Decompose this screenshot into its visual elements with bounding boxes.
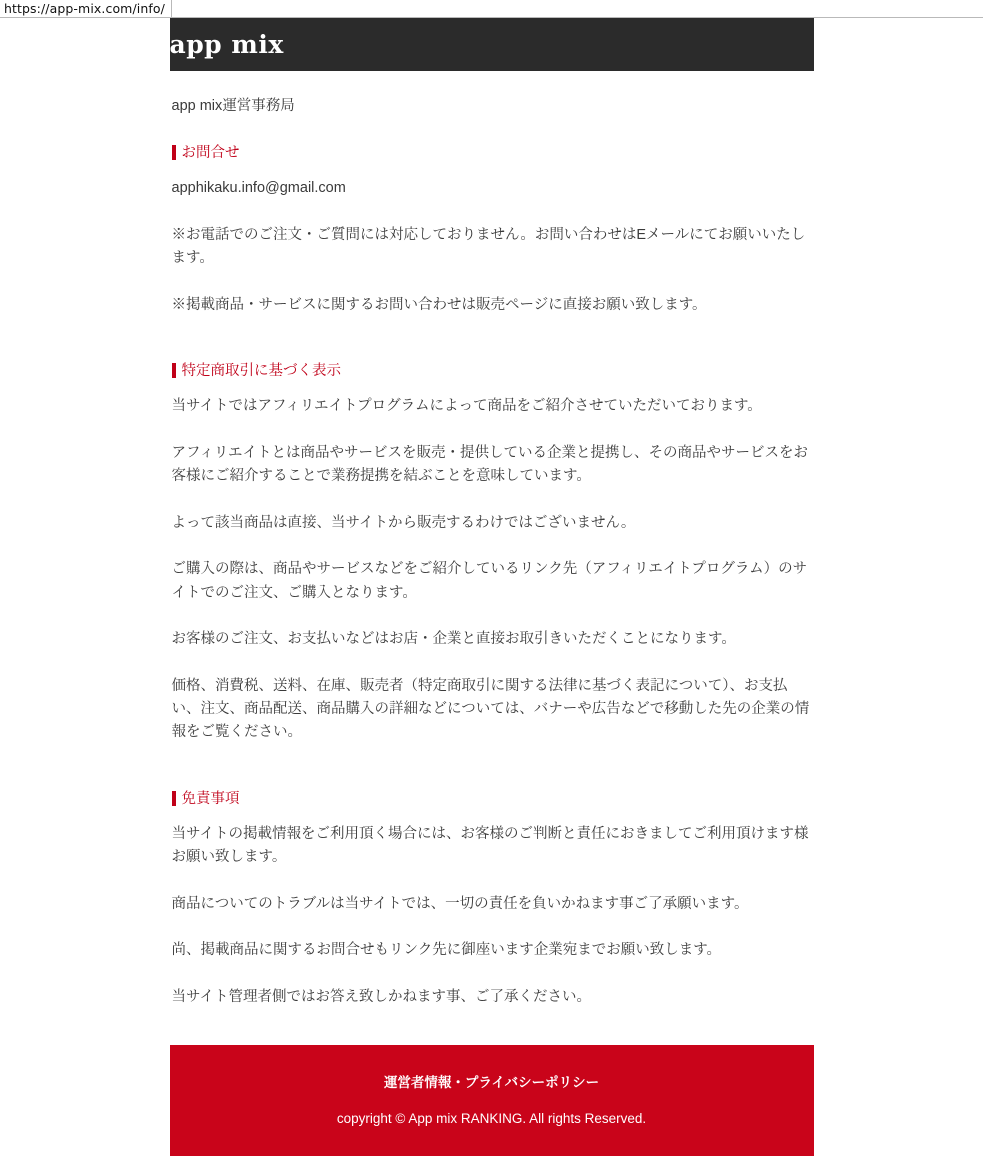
section-spacer-1: [172, 340, 812, 362]
disclaimer-para-4: 当サイト管理者側ではお答え致しかねます事、ご了承ください。: [171, 988, 591, 1005]
commerce-para-4: ご購入の際は、商品やサービスなどをご紹介しているリンク先（アフィリエイトプログラム）のサイトでのご注文、ご購入となります。: [171, 561, 808, 601]
section-spacer-2: [172, 768, 812, 790]
disclaimer-para-1: 当サイトの掲載情報をご利用頂く場合には、お客様のご判断と責任におきましてご利用頂けます様お願い致します。: [171, 825, 809, 866]
page-canvas: [0, 18, 983, 1127]
contact-note-phone: ※お電話でのご注文・ご質問には対応しておりません。お問い合わせはEメールにてお願いいたします。: [171, 226, 806, 267]
commerce-para-3: よって該当商品は直接、当サイトから販売するわけではございません。: [171, 514, 636, 531]
tab-edge-divider: [171, 0, 172, 18]
section-disclaimer: [172, 790, 812, 1009]
section-contact: [172, 144, 812, 317]
section-heading-commerce: 特定商取引に基づく表示: [172, 362, 812, 381]
site-footer: [170, 1045, 814, 1156]
contact-note-products: ※掲載商品・サービスに関するお問い合わせは販売ページに直接お願い致します。: [171, 296, 707, 313]
main-content: [170, 71, 814, 1009]
url-text[interactable]: https://app-mix.com/info/: [4, 1, 165, 16]
commerce-para-1: 当サイトではアフィリエイトプログラムによって商品をご紹介させていただいております。: [171, 398, 762, 415]
commerce-para-5: お客様のご注文、お支払いなどはお店・企業と直接お取引きいただくことになります。: [171, 631, 736, 648]
section-heading-disclaimer: 免責事項: [172, 790, 812, 809]
site-header: [170, 18, 814, 71]
disclaimer-para-2: 商品についてのトラブルは当サイトでは、一切の責任を負いかねます事ご了承願います。: [171, 895, 749, 912]
footer-link-privacy[interactable]: 運営者情報・プライバシーポリシー: [383, 1075, 600, 1091]
site-logo-title[interactable]: app mix: [169, 30, 284, 59]
section-heading-contact: お問合せ: [172, 144, 812, 163]
operator-name: app mix運営事務局: [171, 98, 295, 114]
footer-links[interactable]: [170, 1071, 814, 1091]
disclaimer-para-3: 尚、掲載商品に関するお問合せもリンク先に御座います企業宛までお願い致します。: [171, 942, 722, 959]
section-commerce-disclosure: [172, 362, 812, 745]
browser-url-bar[interactable]: [0, 0, 983, 18]
site-container: [170, 18, 814, 1156]
commerce-para-2: アフィリエイトとは商品やサービスを販売・提供している企業と提携し、その商品やサービスをお客様にご紹介することで業務提携を結ぶことを意味しています。: [171, 444, 809, 485]
contact-email[interactable]: apphikaku.info@gmail.com: [171, 180, 346, 197]
commerce-para-6: 価格、消費税、送料、在庫、販売者（特定商取引に関する法律に基づく表記について）、お支払い、注文、商品配送、商品購入の詳細などについては、バナーや広告などで移動した先の企業の情報をご覧ください。: [171, 677, 810, 741]
footer-copyright: copyright © App mix RANKING. All rights Reserved.: [336, 1111, 647, 1127]
